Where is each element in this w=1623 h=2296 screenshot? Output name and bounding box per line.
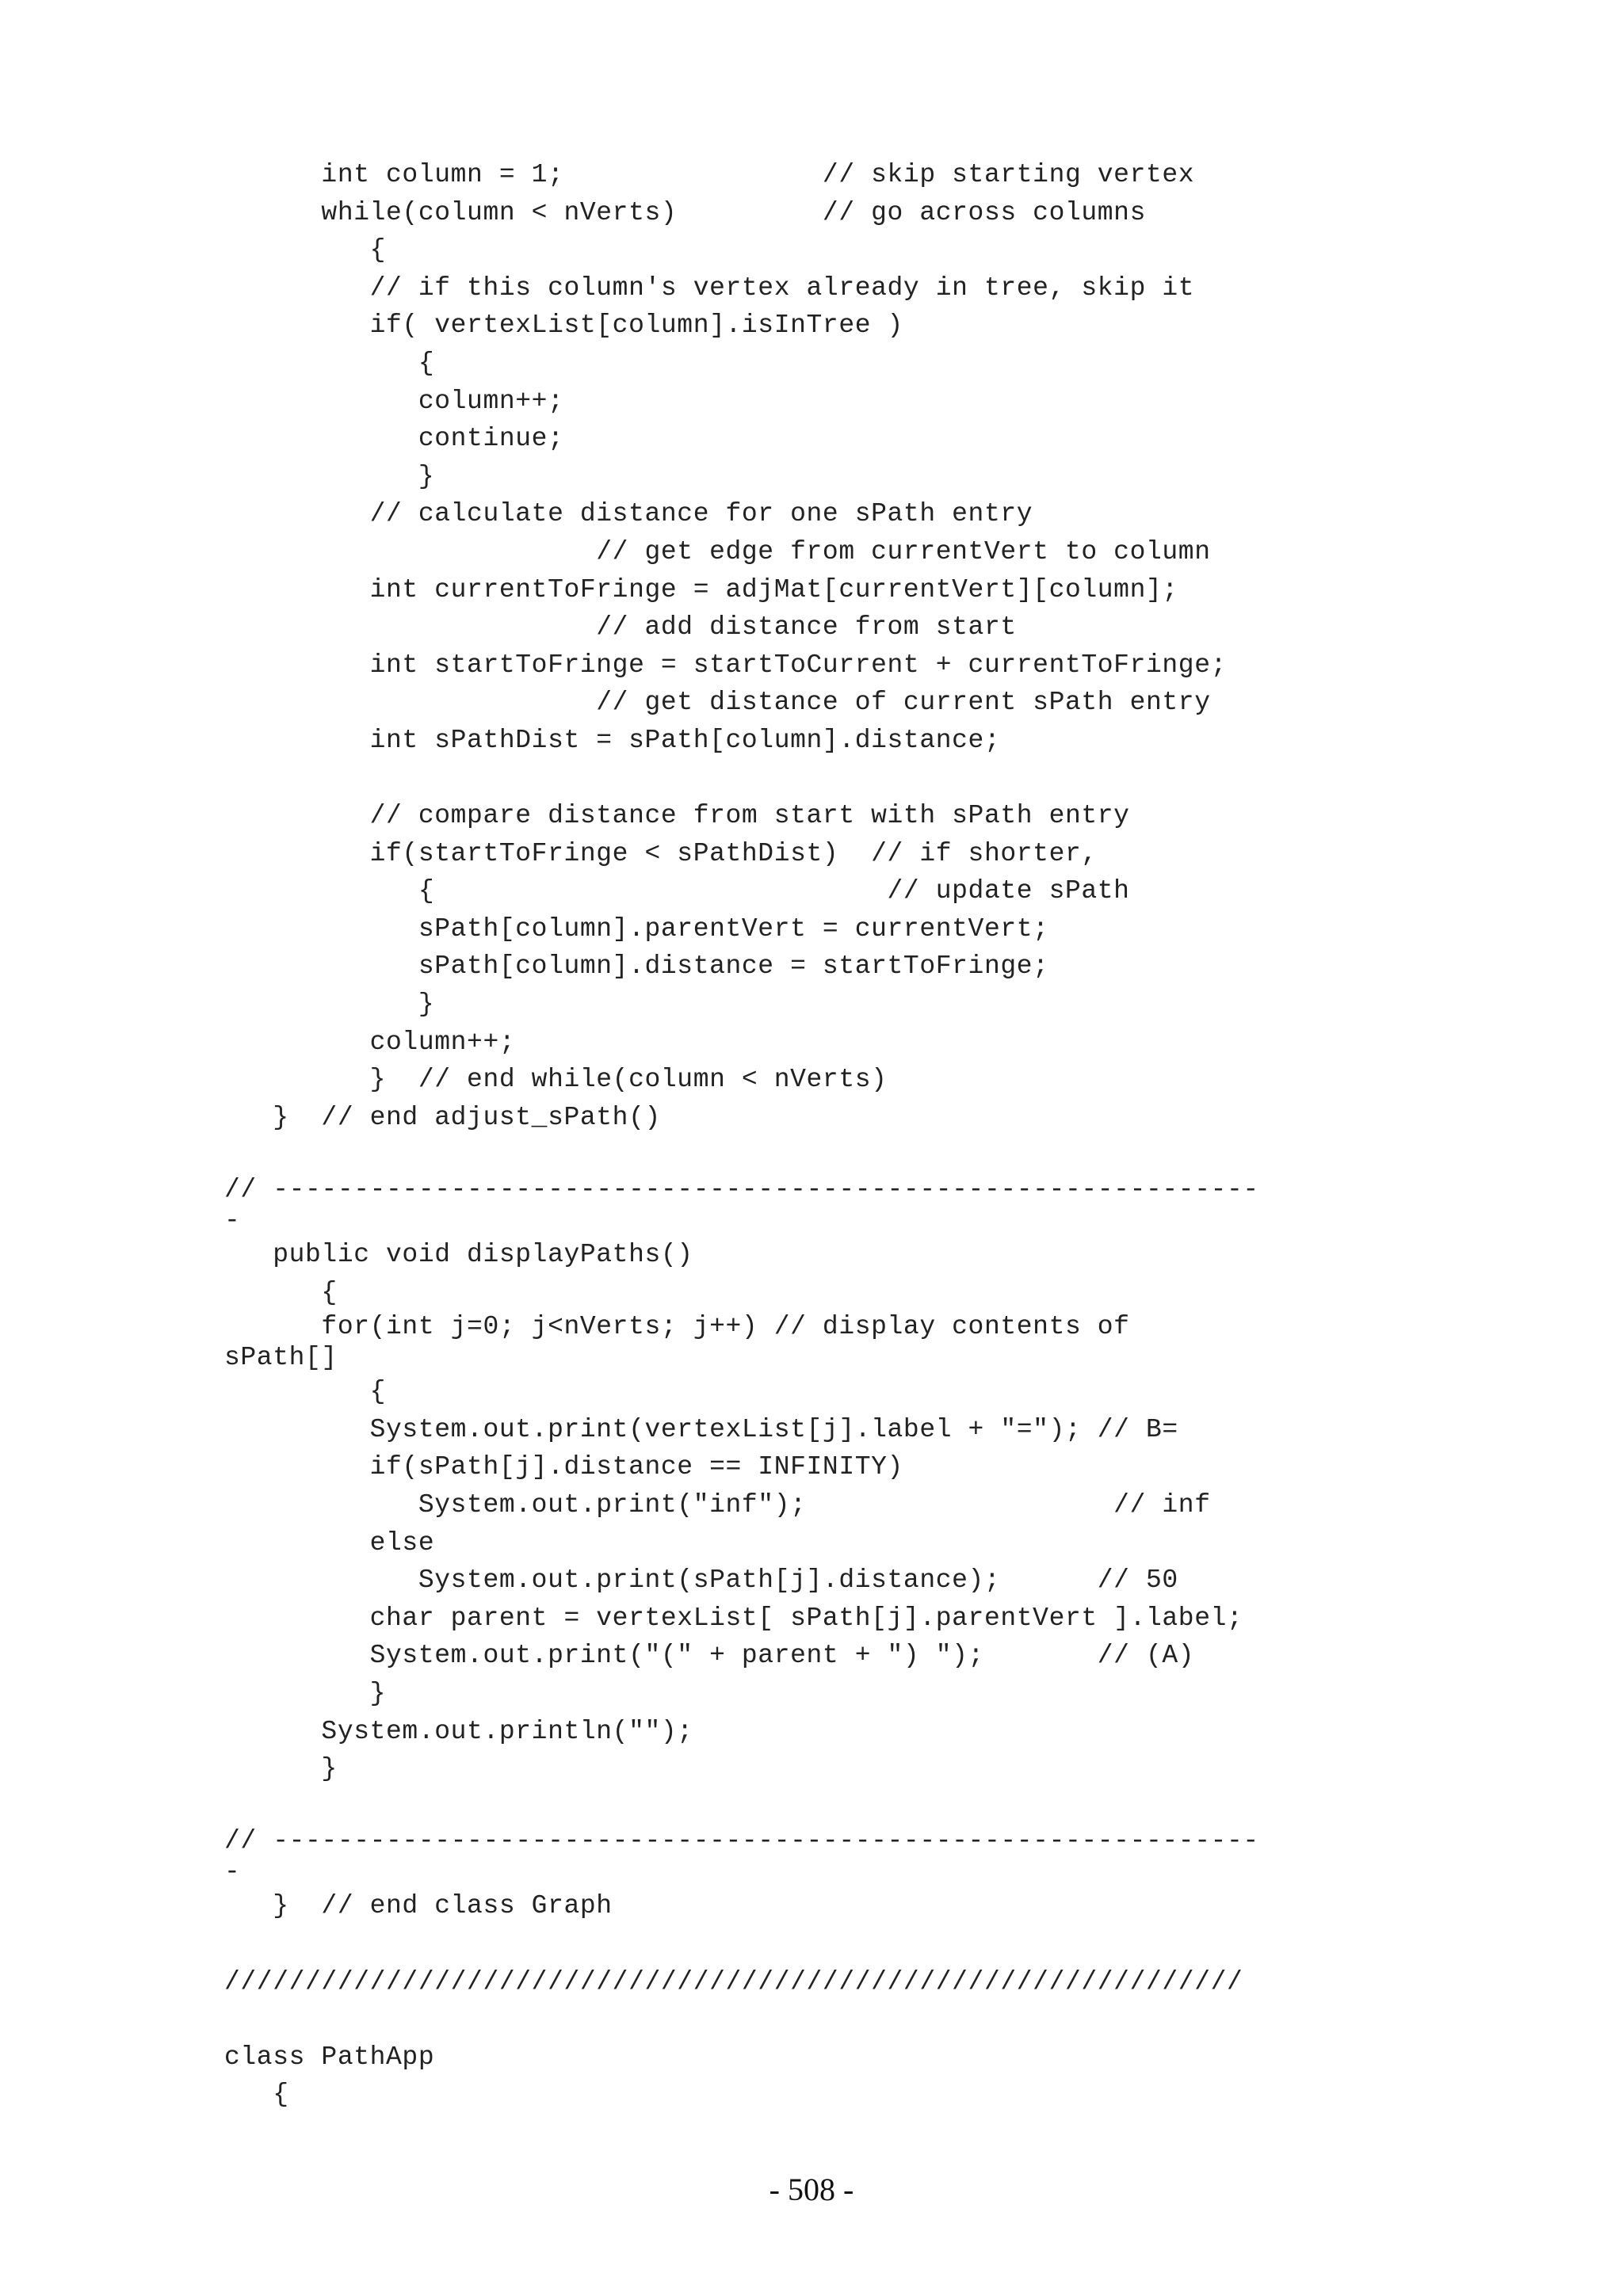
code-line: { (224, 1277, 338, 1307)
code-line: // get edge from currentVert to column (224, 536, 1211, 566)
code-line: // get distance of current sPath entry (224, 688, 1211, 718)
code-line-wrap: sPath[] (224, 1343, 338, 1373)
code-line: for(int j=0; j<nVerts; j++) // display contents of (224, 1312, 1130, 1342)
code-line: } (224, 990, 435, 1020)
code-line: } (224, 1754, 338, 1784)
code-line: System.out.println(""); (224, 1716, 693, 1746)
code-line: // calculate distance for one sPath entry (224, 499, 1033, 529)
code-line: { // update sPath (224, 876, 1130, 906)
code-line (224, 1136, 1259, 1174)
code-line (224, 2000, 1259, 2039)
code-line: // add distance from start (224, 612, 1017, 643)
code-line: if(sPath[j].distance == INFINITY) (224, 1452, 903, 1482)
code-line (224, 760, 1259, 798)
code-line: { (224, 348, 435, 378)
code-line: System.out.print("inf"); // inf (224, 1490, 1211, 1520)
code-line: } (224, 1678, 387, 1708)
code-line: System.out.print(vertexList[j].label + "="); // B= (224, 1414, 1178, 1444)
code-line: } (224, 461, 435, 491)
code-line: // compare distance from start with sPath entry (224, 801, 1130, 831)
code-line: while(column < nVerts) // go across columns (224, 197, 1146, 227)
code-line: if(startToFringe < sPathDist) // if shorter, (224, 838, 1098, 868)
code-line: // if this column's vertex already in tree, skip it (224, 273, 1195, 303)
code-line: sPath[column].distance = startToFringe; (224, 952, 1049, 982)
code-line: System.out.print(sPath[j].distance); // 50 (224, 1566, 1178, 1596)
code-line: int startToFringe = startToCurrent + currentToFringe; (224, 650, 1227, 680)
page-number: - 508 - (769, 2172, 854, 2207)
code-line: } // end class Graph (224, 1891, 613, 1921)
code-line: char parent = vertexList[ sPath[j].parentVert ].label; (224, 1603, 1243, 1633)
code-line: } // end adjust_sPath() (224, 1102, 661, 1132)
separator-line-wrap: - (224, 1857, 241, 1887)
separator-line: // ------------------------------------------------------------- (224, 1175, 1259, 1205)
separator-line: /////////////////////////////////////////////////////////////// (224, 1966, 1243, 1997)
code-line (224, 1788, 1259, 1826)
code-line: column++; (224, 386, 564, 416)
code-line: public void displayPaths() (224, 1240, 693, 1270)
code-line: class PathApp (224, 2042, 435, 2072)
code-line (224, 1925, 1259, 1963)
code-line: sPath[column].parentVert = currentVert; (224, 913, 1049, 944)
code-listing (224, 156, 1259, 2114)
code-line: { (224, 235, 387, 265)
code-line: { (224, 2080, 289, 2110)
code-line: if( vertexList[column].isInTree ) (224, 311, 903, 341)
code-line: int column = 1; // skip starting vertex (224, 160, 1195, 189)
code-line: System.out.print("(" + parent + ") "); // (A) (224, 1641, 1195, 1671)
code-line: } // end while(column < nVerts) (224, 1065, 888, 1095)
code-line: column++; (224, 1027, 516, 1057)
code-line: else (224, 1527, 435, 1558)
code-line: int sPathDist = sPath[column].distance; (224, 725, 1001, 755)
code-line: int currentToFringe = adjMat[currentVert][column]; (224, 574, 1178, 605)
separator-line: // ------------------------------------------------------------- (224, 1826, 1259, 1856)
code-line: { (224, 1377, 387, 1407)
separator-line-wrap: - (224, 1206, 241, 1236)
code-line: continue; (224, 424, 564, 454)
